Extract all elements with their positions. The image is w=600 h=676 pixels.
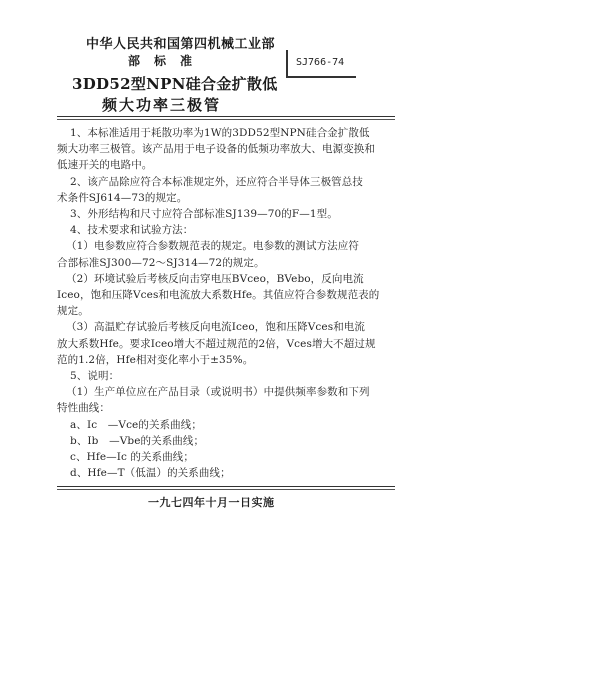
body-line: 1、本标准适用于耗散功率为1W的3DD52型NPN硅合金扩散低 <box>70 127 370 139</box>
bottom-divider-thin <box>57 489 395 490</box>
body-line: 术条件SJ614—73的规定。 <box>57 191 188 204</box>
ministry-name: 中华人民共和国第四机械工业部 <box>86 37 276 52</box>
body-line: 4、技术要求和试验方法： <box>70 224 194 237</box>
standard-code-box <box>286 50 356 78</box>
bottom-divider <box>57 486 395 487</box>
standard-category: 部 标 准 <box>128 54 194 68</box>
body-line: 特性曲线： <box>57 402 110 415</box>
body-line: 5、说明： <box>70 370 120 382</box>
body-line: a、Ic —Vce的关系曲线； <box>70 418 202 431</box>
body-line: 范的1.2倍，Hfe相对变化率小于±35%。 <box>57 353 254 366</box>
body-line: （1）电参数应符合参数规范表的规定。电参数的测试方法应符 <box>66 240 359 253</box>
body-line: c、Hfe—Ic 的关系曲线； <box>70 451 195 463</box>
top-divider-thin <box>57 119 395 120</box>
body-line: 放大系数Hfe。要求Iceo增大不超过规范的2倍，Vces增大不超过规 <box>57 337 376 350</box>
body-line: 低速开关的电路中。 <box>57 159 153 172</box>
body-line: （1）生产单位应在产品目录（或说明书）中提供频率参数和下列 <box>66 386 370 399</box>
body-line: 频大功率三极管。该产品用于电子设备的低频功率放大、电源变换和 <box>57 143 375 156</box>
body-line: Iceo，饱和压降Vces和电流放大系数Hfe。其值应符合参数规范表的 <box>57 289 380 301</box>
body-line: 3、外形结构和尺寸应符合部标准SJ139—70的F—1型。 <box>70 208 338 220</box>
body-line: d、Hfe—T（低温）的关系曲线； <box>70 467 231 480</box>
body-line: （3）高温贮存试验后考核反向电流Iceo，饱和压降Vces和电流 <box>66 321 366 334</box>
standard-code: SJ766-74 <box>296 57 345 68</box>
body-line: 规定。 <box>57 305 89 318</box>
body-line: 2、该产品除应符合本标准规定外，还应符合半导体三极管总技 <box>70 175 363 188</box>
document-title-line1: 3DD52型NPN硅合金扩散低 <box>72 75 278 93</box>
top-divider <box>57 116 395 117</box>
document-title-line2: 频大功率三极管 <box>102 96 222 114</box>
body-line: （2）环境试验后考核反向击穿电压BVceo，BVebo，反向电流 <box>66 272 364 285</box>
effective-date: 一九七四年十月一日实施 <box>148 496 275 509</box>
body-line: b、Ib —Vbe的关系曲线； <box>70 434 205 447</box>
body-line: 合部标准SJ300—72～SJ314—72的规定。 <box>57 256 265 269</box>
